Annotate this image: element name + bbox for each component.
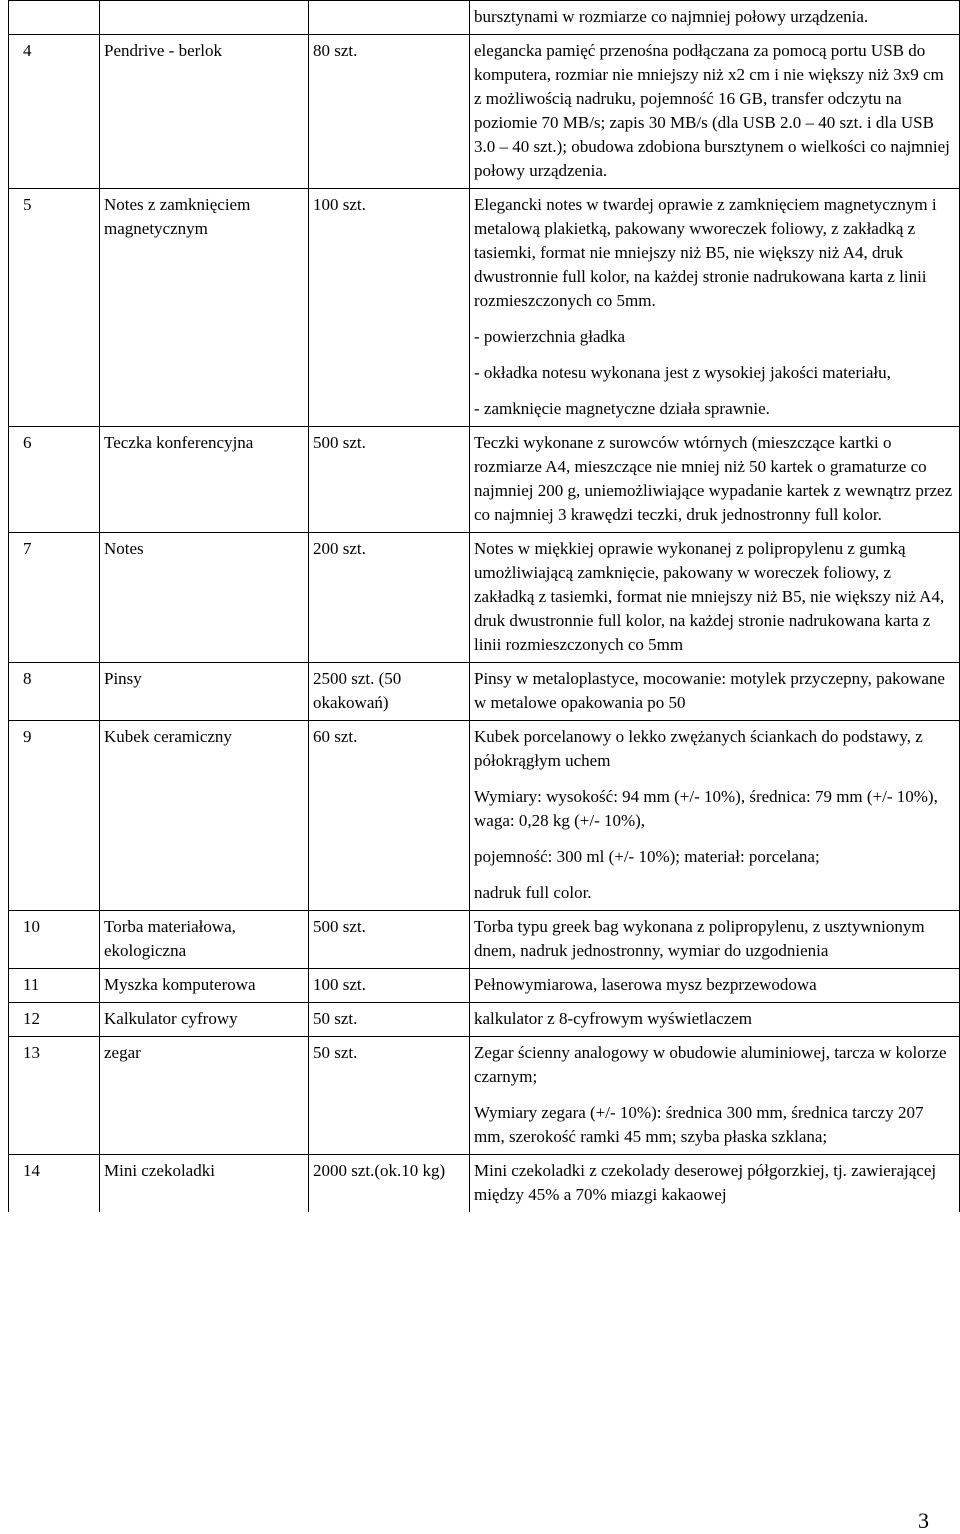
description-paragraph: Pinsy w metaloplastyce, mocowanie: motylek przyczepny, pakowane w metalowe opakowania po 50 (474, 669, 945, 712)
item-name: Mini czekoladki (100, 1155, 309, 1213)
item-quantity (309, 1, 470, 35)
item-description (470, 35, 960, 189)
description-paragraph: Notes w miękkiej oprawie wykonanej z polipropylenu z gumką umożliwiającą zamknięcie, pakowany w woreczek foliowy, z zakładką z tasiemki, format nie mniejszy niż B5, nie większy niż A4, druk dwustronnie full kolor, na każdej stronie nadrukowana karta z linii rozmieszczonych co 5mm (474, 539, 945, 654)
item-quantity: 100 szt. (309, 969, 470, 1003)
item-description (470, 533, 960, 663)
item-quantity: 2000 szt.(ok.10 kg) (309, 1155, 470, 1213)
item-number: 7 (9, 533, 100, 663)
item-description (470, 721, 960, 911)
item-number: 14 (9, 1155, 100, 1213)
table-row (9, 533, 960, 663)
table-body (9, 1, 960, 1213)
table-row (9, 1155, 960, 1213)
item-quantity: 50 szt. (309, 1003, 470, 1037)
item-quantity: 80 szt. (309, 35, 470, 189)
item-name: Pendrive - berlok (100, 35, 309, 189)
description-paragraph: bursztynami w rozmiarze co najmniej połowy urządzenia. (474, 7, 869, 26)
item-number: 5 (9, 189, 100, 427)
description-paragraph: - okładka notesu wykonana jest z wysokiej jakości materiału, (474, 363, 891, 382)
description-paragraph: Mini czekoladki z czekolady deserowej półgorzkiej, tj. zawierającej między 45% a 70% miazgi kakaowej (474, 1161, 937, 1204)
description-paragraph: Elegancki notes w twardej oprawie z zamknięciem magnetycznym i metalową plakietką, pakowany wworeczek foliowy, z zakładką z tasiemki, format nie mniejszy niż B5, nie większy niż A4, druk dwustronnie full kolor, na każdej stronie nadrukowana karta z linii rozmieszczonych co 5mm. (474, 195, 937, 310)
item-name: Myszka komputerowa (100, 969, 309, 1003)
table-row (9, 1003, 960, 1037)
table-row (9, 1, 960, 35)
specification-table (8, 0, 960, 1212)
item-name: Teczka konferencyjna (100, 427, 309, 533)
description-paragraph: Kubek porcelanowy o lekko zwężanych ściankach do podstawy, z półokrągłym uchem (474, 727, 923, 770)
item-number: 13 (9, 1037, 100, 1155)
description-paragraph: pojemność: 300 ml (+/- 10%); materiał: porcelana; (474, 847, 820, 866)
description-paragraph: kalkulator z 8-cyfrowym wyświetlaczem (474, 1009, 753, 1028)
item-quantity: 2500 szt. (50 okakowań) (309, 663, 470, 721)
description-paragraph: Wymiary: wysokość: 94 mm (+/- 10%), średnica: 79 mm (+/- 10%), waga: 0,28 kg (+/- 10%), (474, 787, 938, 830)
item-name: zegar (100, 1037, 309, 1155)
table-row (9, 663, 960, 721)
description-paragraph: - powierzchnia gładka (474, 327, 626, 346)
item-quantity: 500 szt. (309, 911, 470, 969)
item-description (470, 1003, 960, 1037)
table-row (9, 35, 960, 189)
item-quantity: 200 szt. (309, 533, 470, 663)
description-paragraph: Zegar ścienny analogowy w obudowie aluminiowej, tarcza w kolorze czarnym; (474, 1043, 947, 1086)
item-quantity: 500 szt. (309, 427, 470, 533)
table-row (9, 969, 960, 1003)
item-description (470, 1155, 960, 1213)
item-description (470, 189, 960, 427)
item-number: 4 (9, 35, 100, 189)
item-number: 10 (9, 911, 100, 969)
item-description (470, 1, 960, 35)
description-paragraph: Wymiary zegara (+/- 10%): średnica 300 mm, średnica tarczy 207 mm, szerokość ramki 45 mm; szyba płaska szklana; (474, 1103, 924, 1146)
item-name: Pinsy (100, 663, 309, 721)
item-number: 11 (9, 969, 100, 1003)
item-description (470, 427, 960, 533)
description-paragraph: Pełnowymiarowa, laserowa mysz bezprzewodowa (474, 975, 817, 994)
item-quantity: 100 szt. (309, 189, 470, 427)
description-paragraph: Torba typu greek bag wykonana z polipropylenu, z usztywnionym dnem, nadruk jednostronny, wymiar do uzgodnienia (474, 917, 925, 960)
description-paragraph: Teczki wykonane z surowców wtórnych (mieszczące kartki o rozmiarze A4, mieszczące nie mniej niż 50 kartek o gramaturze co najmniej 200 g, uniemożliwiające wypadanie kartek z wewnątrz przez co najmniej 3 krawędzi teczki, druk jednostronny full kolor. (474, 433, 953, 524)
description-paragraph: - zamknięcie magnetyczne działa sprawnie. (474, 399, 770, 418)
item-name (100, 1, 309, 35)
item-name: Torba materiałowa, ekologiczna (100, 911, 309, 969)
page-number: 3 (918, 1508, 929, 1533)
item-name: Kalkulator cyfrowy (100, 1003, 309, 1037)
item-quantity: 50 szt. (309, 1037, 470, 1155)
table-row (9, 427, 960, 533)
item-number: 8 (9, 663, 100, 721)
item-number: 12 (9, 1003, 100, 1037)
item-number (9, 1, 100, 35)
table-row (9, 189, 960, 427)
item-description (470, 663, 960, 721)
description-paragraph: elegancka pamięć przenośna podłączana za pomocą portu USB do komputera, rozmiar nie mniejszy niż x2 cm i nie większy niż 3x9 cm z możliwością nadruku, pojemność 16 GB, transfer odczytu na poziomie 70 MB/s; zapis 30 MB/s (dla USB 2.0 – 40 szt. i dla USB 3.0 – 40 szt.); obudowa zdobiona bursztynem o wielkości co najmniej połowy urządzenia. (474, 41, 950, 180)
item-name: Kubek ceramiczny (100, 721, 309, 911)
table-row (9, 1037, 960, 1155)
item-name: Notes z zamknięciem magnetycznym (100, 189, 309, 427)
item-number: 6 (9, 427, 100, 533)
description-paragraph: nadruk full color. (474, 883, 592, 902)
item-name: Notes (100, 533, 309, 663)
item-number: 9 (9, 721, 100, 911)
item-description (470, 969, 960, 1003)
item-description (470, 1037, 960, 1155)
table-row (9, 721, 960, 911)
item-description (470, 911, 960, 969)
item-quantity: 60 szt. (309, 721, 470, 911)
table-row (9, 911, 960, 969)
